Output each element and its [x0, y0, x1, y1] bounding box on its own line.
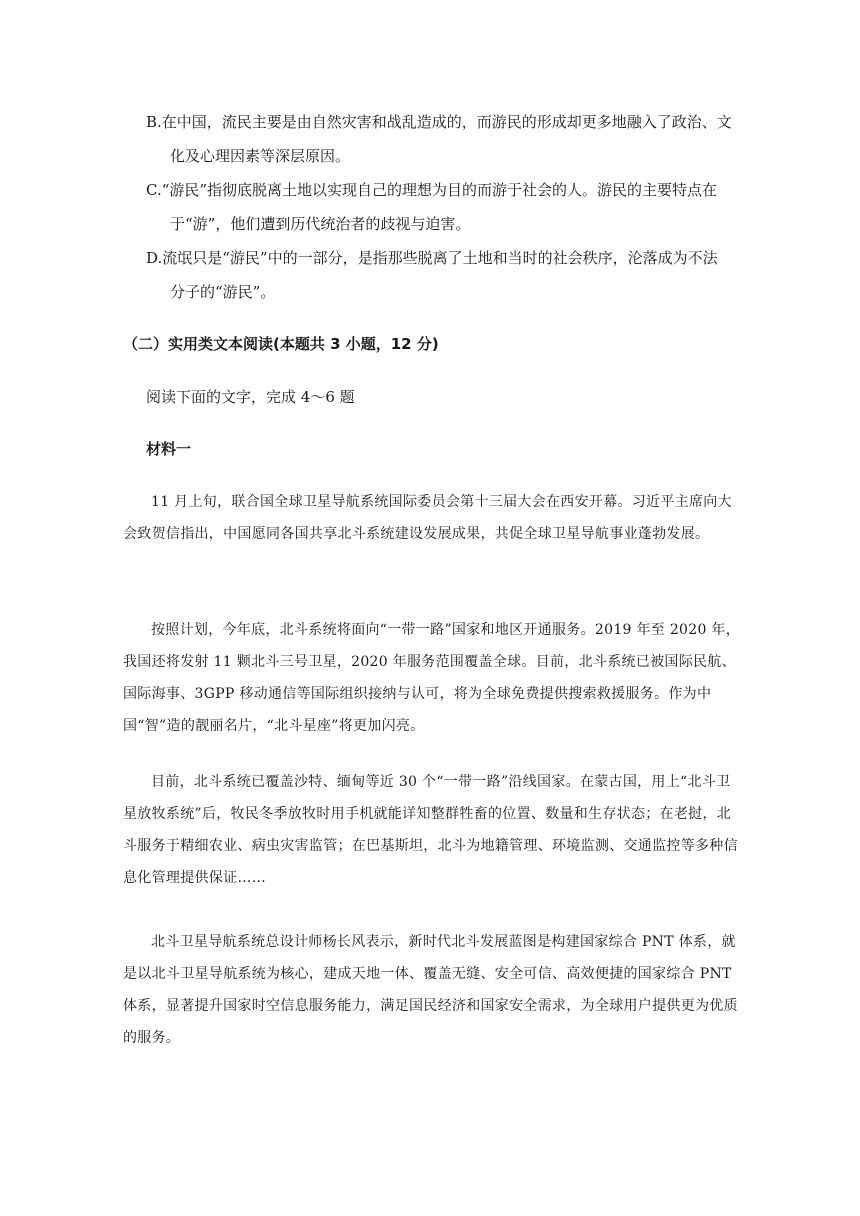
- reading-instruction: 阅读下面的文字，完成 4～6 题: [146, 388, 355, 406]
- option-d-line2: 分子的“游民”。: [170, 283, 276, 301]
- option-d: [146, 241, 776, 309]
- option-d-line1: D.流氓只是“游民”中的一部分，是指那些脱离了土地和当时的社会秩序，沦落成为不法: [146, 249, 718, 267]
- paragraph-4: 北斗卫星导航系统总设计师杨长风表示，新时代北斗发展蓝图是构建国家综合 PNT 体系，就是以北斗卫星导航系统为核心，建成天地一体、覆盖无缝、安全可信、高效便捷的国家综合 PNT 体系，显著提升国家时空信息服务能力，满足国民经济和国家安全需求，为全球用户提供更为优质的服务。: [123, 934, 738, 1046]
- option-b: [146, 105, 776, 173]
- option-c: [146, 173, 776, 241]
- paragraph-2: 按照计划，今年底，北斗系统将面向“一带一路”国家和地区开通服务。2019 年至 2020 年，我国还将发射 11 颗北斗三号卫星，2020 年服务范围覆盖全球。目前，北斗系统已被国际民航、国际海事、3GPP 移动通信等国际组织接纳与认可，将为全球免费提供搜索救援服务。作为中国“智”造的靓丽名片，“北斗星座”将更加闪亮。: [123, 622, 741, 734]
- section-heading: （二）实用类文本阅读(本题共 3 小题，12 分): [123, 335, 439, 353]
- material-title: 材料一: [146, 440, 192, 458]
- paragraph-3: 目前，北斗系统已覆盖沙特、缅甸等近 30 个“一带一路”沿线国家。在蒙古国，用上“北斗卫星放牧系统”后，牧民冬季放牧时用手机就能详知整群牲畜的位置、数量和生存状态；在老挝，北斗服务于精细农业、病虫灾害监管；在巴基斯坦，北斗为地籍管理、环境监测、交通监控等多种信息化管理提供保证……: [123, 774, 738, 886]
- option-c-line2: 于“游”，他们遭到历代统治者的歧视与迫害。: [170, 215, 471, 233]
- option-b-line2: 化及心理因素等深层原因。: [170, 147, 351, 165]
- option-b-line1: B.在中国，流民主要是由自然灾害和战乱造成的，而游民的形成却更多地融入了政治、文: [146, 113, 732, 131]
- option-c-line1: C.“游民”指彻底脱离土地以实现自己的理想为目的而游于社会的人。游民的主要特点在: [146, 181, 718, 199]
- paragraph-1: 11 月上旬，联合国全球卫星导航系统国际委员会第十三届大会在西安开幕。习近平主席向大会致贺信指出，中国愿同各国共享北斗系统建设发展成果，共促全球卫星导航事业蓬勃发展。: [123, 494, 732, 542]
